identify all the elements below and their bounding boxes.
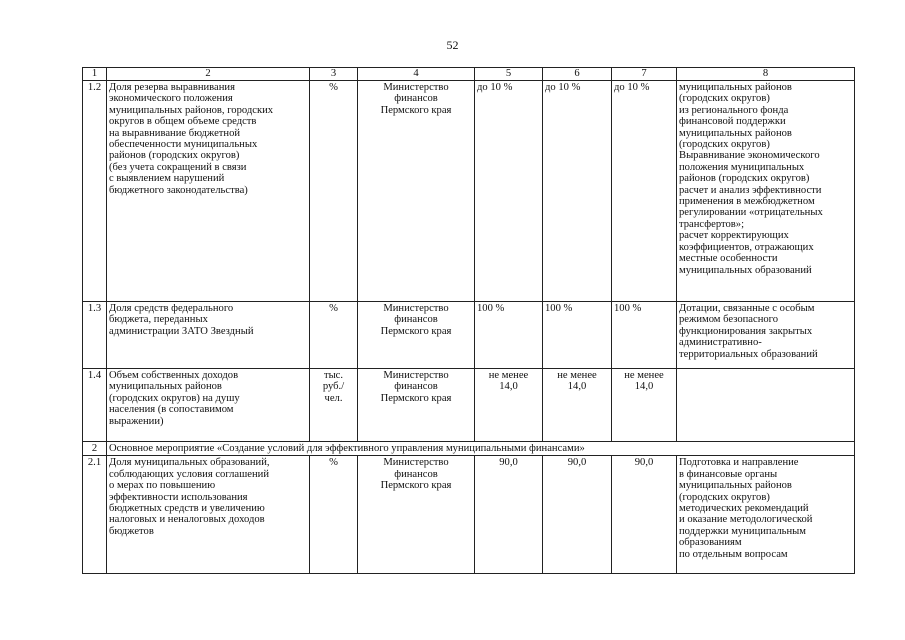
- value-col-7: до 10 %: [612, 81, 677, 302]
- measures-note: Дотации, связанные с особым режимом безопасного функционирования закрытых административно- территориальных образований: [677, 302, 855, 369]
- section-row: [83, 442, 855, 456]
- section-number: 2: [83, 442, 107, 456]
- value-col-7: 100 %: [612, 302, 677, 369]
- header-col-4: 4: [358, 68, 475, 81]
- table-header-row: [83, 68, 855, 81]
- header-col-2: 2: [107, 68, 310, 81]
- indicator-unit: %: [310, 302, 358, 369]
- indicator-name: Объем собственных доходов муниципальных районов (городских округов) на душу населения (в сопоставимом выражении): [107, 369, 310, 442]
- table-row: [83, 369, 855, 442]
- measures-note: Подготовка и направление в финансовые органы муниципальных районов (городских округов) методических рекомендаций и оказание методологической поддержки муниципальным образованиям по отдельным вопросам: [677, 456, 855, 574]
- table-row: [83, 302, 855, 369]
- header-col-7: 7: [612, 68, 677, 81]
- indicator-unit: %: [310, 456, 358, 574]
- header-col-8: 8: [677, 68, 855, 81]
- value-col-5: до 10 %: [475, 81, 543, 302]
- section-title: Основное мероприятие «Создание условий для эффективного управления муниципальными финансами»: [107, 442, 855, 456]
- value-col-6: не менее 14,0: [543, 369, 612, 442]
- header-col-5: 5: [475, 68, 543, 81]
- measures-note: муниципальных районов (городских округов) из регионального фонда финансовой поддержки муниципальных районов (городских округов) Выравнивание экономического положения муниципальных районов (городских округов) расчет и анализ эффективности применения в межбюджетном регулировании «отрицательных трансфертов»; расчет корректирующих коэффициентов, отражающих местные особенности муниципальных образований: [677, 81, 855, 302]
- indicator-name: Доля муниципальных образований, соблюдающих условия соглашений о мерах по повышению эффективности использования бюджетных средств и увеличению налоговых и неналоговых доходов бюджетов: [107, 456, 310, 574]
- value-col-7: 90,0: [612, 456, 677, 574]
- value-col-5: не менее 14,0: [475, 369, 543, 442]
- row-number: 1.2: [83, 81, 107, 302]
- indicators-table-wrapper: [82, 67, 855, 574]
- measures-note: [677, 369, 855, 442]
- value-col-6: 100 %: [543, 302, 612, 369]
- indicators-table: [82, 67, 855, 574]
- responsible-body: Министерство финансов Пермского края: [358, 369, 475, 442]
- table-row: [83, 456, 855, 574]
- header-col-1: 1: [83, 68, 107, 81]
- row-number: 2.1: [83, 456, 107, 574]
- value-col-6: 90,0: [543, 456, 612, 574]
- indicator-name: Доля средств федерального бюджета, переданных администрации ЗАТО Звездный: [107, 302, 310, 369]
- header-col-6: 6: [543, 68, 612, 81]
- responsible-body: Министерство финансов Пермского края: [358, 456, 475, 574]
- value-col-5: 90,0: [475, 456, 543, 574]
- indicator-name: Доля резерва выравнивания экономического положения муниципальных районов, городских округов в общем объеме средств на выравнивание бюджетной обеспеченности муниципальных районов (городских округов) (без учета сокращений в связи с выявлением нарушений бюджетного законодательства): [107, 81, 310, 302]
- row-number: 1.3: [83, 302, 107, 369]
- page-number: 52: [446, 38, 459, 52]
- header-col-3: 3: [310, 68, 358, 81]
- indicator-unit: %: [310, 81, 358, 302]
- responsible-body: Министерство финансов Пермского края: [358, 81, 475, 302]
- row-number: 1.4: [83, 369, 107, 442]
- table-row: [83, 81, 855, 302]
- value-col-6: до 10 %: [543, 81, 612, 302]
- value-col-5: 100 %: [475, 302, 543, 369]
- value-col-7: не менее 14,0: [612, 369, 677, 442]
- responsible-body: Министерство финансов Пермского края: [358, 302, 475, 369]
- indicator-unit: тыс. руб./ чел.: [310, 369, 358, 442]
